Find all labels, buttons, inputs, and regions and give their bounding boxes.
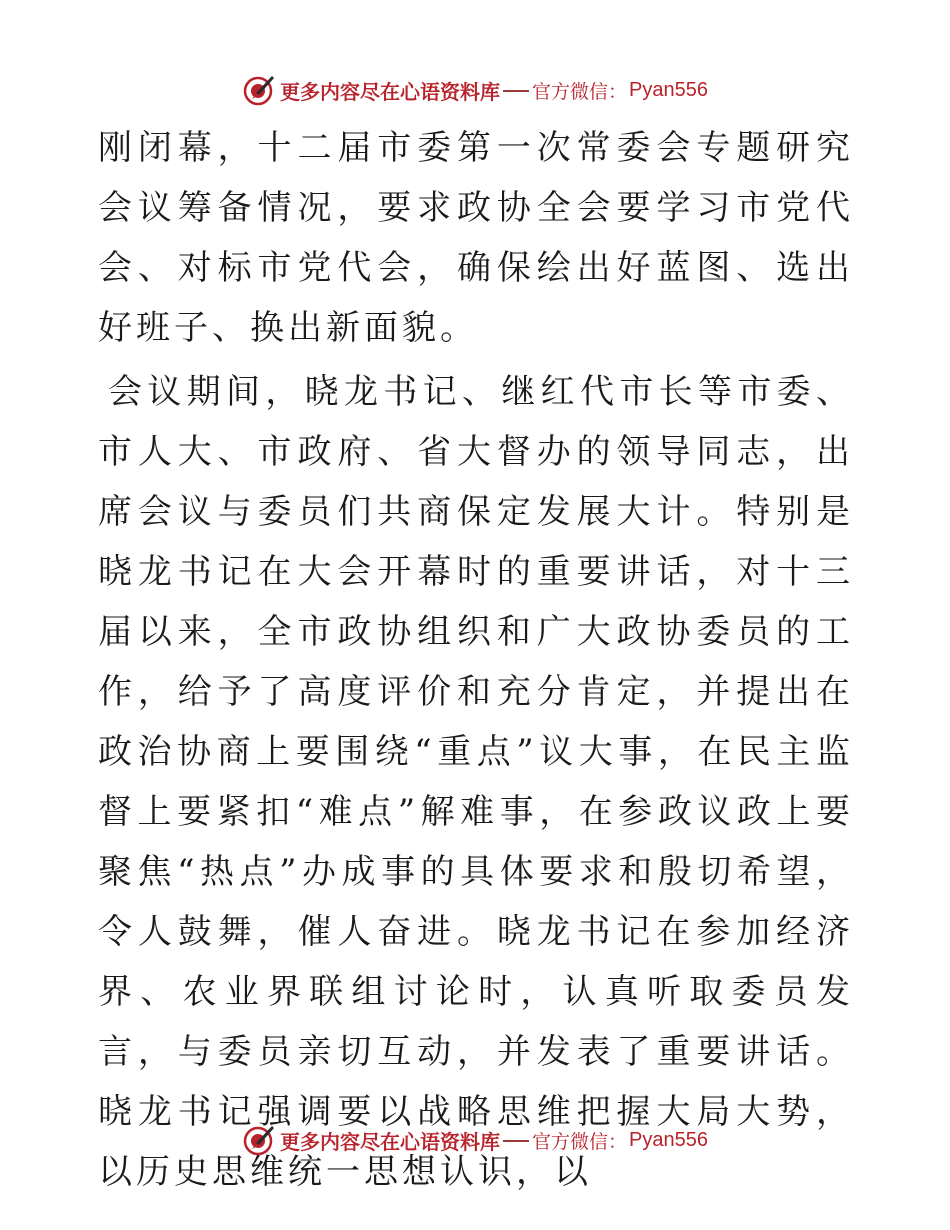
header-brand-text: 更多内容尽在心语资料库 — [280, 79, 500, 104]
header-wechat-id: Pyan556 — [629, 78, 708, 101]
document-body — [98, 118, 854, 1202]
footer-brand-text: 更多内容尽在心语资料库 — [280, 1129, 500, 1154]
header-dash — [503, 90, 529, 92]
quill-logo-icon — [242, 73, 276, 107]
quill-logo-icon — [242, 1123, 276, 1157]
footer-wechat-id: Pyan556 — [629, 1128, 708, 1151]
header-watermark-banner — [0, 70, 950, 110]
paragraph-2: 会议期间，晓龙书记、继红代市长等市委、市人大、市政府、省大督办的领导同志，出席会议与委员们共商保定发展大计。特别是晓龙书记在大会开幕时的重要讲话，对十三届以来，全市政协组织和广大政协委员的工作，给予了高度评价和充分肯定，并提出在政治协商上要围绕“重点”议大事，在民主监督上要紧扣“难点”解难事，在参政议政上要聚焦“热点”办成事的具体要求和殷切希望，令人鼓舞，催人奋进。晓龙书记在参加经济界、农业界联组讨论时，认真听取委员发言，与委员亲切互动，并发表了重要讲话。晓龙书记强调要以战略思维把握大局大势，以历史思维统一思想认识，以 — [98, 372, 854, 1192]
footer-wechat-label: 官方微信： — [532, 1130, 628, 1153]
header-wechat-label: 官方微信： — [532, 80, 628, 103]
paragraph-1: 刚闭幕，十二届市委第一次常委会专题研究会议筹备情况，要求政协全会要学习市党代会、对标市党代会，确保绘出好蓝图、选出好班子、换出新面貌。 — [98, 128, 854, 348]
footer-watermark-banner — [0, 1120, 950, 1160]
footer-dash — [503, 1140, 529, 1142]
